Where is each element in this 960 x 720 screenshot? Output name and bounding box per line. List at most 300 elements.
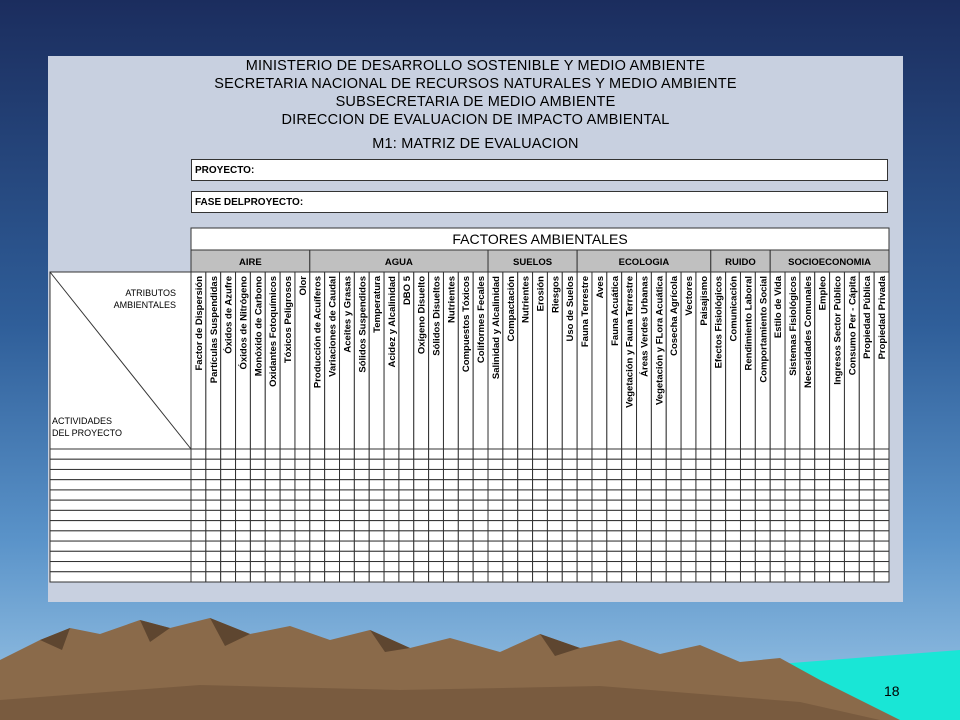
matrix-cell[interactable]	[830, 500, 845, 510]
matrix-cell[interactable]	[830, 490, 845, 500]
matrix-cell[interactable]	[711, 510, 726, 520]
matrix-cell[interactable]	[651, 510, 666, 520]
matrix-cell[interactable]	[503, 562, 518, 572]
matrix-cell[interactable]	[740, 459, 755, 469]
matrix-cell[interactable]	[666, 521, 681, 531]
matrix-cell[interactable]	[711, 449, 726, 459]
matrix-cell[interactable]	[250, 531, 265, 541]
matrix-cell[interactable]	[726, 449, 741, 459]
matrix-cell[interactable]	[443, 541, 458, 551]
matrix-cell[interactable]	[325, 531, 340, 541]
matrix-cell[interactable]	[250, 562, 265, 572]
matrix-cell[interactable]	[280, 490, 295, 500]
matrix-cell[interactable]	[191, 521, 206, 531]
matrix-cell[interactable]	[696, 449, 711, 459]
matrix-cell[interactable]	[250, 541, 265, 551]
matrix-cell[interactable]	[518, 562, 533, 572]
matrix-cell[interactable]	[518, 480, 533, 490]
matrix-cell[interactable]	[562, 521, 577, 531]
matrix-cell[interactable]	[369, 521, 384, 531]
matrix-cell[interactable]	[443, 551, 458, 561]
matrix-cell[interactable]	[577, 449, 592, 459]
matrix-cell[interactable]	[874, 469, 889, 479]
matrix-cell[interactable]	[844, 521, 859, 531]
matrix-cell[interactable]	[236, 469, 251, 479]
activity-row-cell[interactable]	[50, 521, 191, 531]
matrix-cell[interactable]	[815, 500, 830, 510]
matrix-cell[interactable]	[666, 562, 681, 572]
matrix-cell[interactable]	[503, 551, 518, 561]
matrix-cell[interactable]	[325, 500, 340, 510]
matrix-cell[interactable]	[369, 480, 384, 490]
matrix-cell[interactable]	[622, 562, 637, 572]
matrix-cell[interactable]	[533, 510, 548, 520]
matrix-cell[interactable]	[265, 500, 280, 510]
matrix-cell[interactable]	[414, 459, 429, 469]
matrix-cell[interactable]	[384, 551, 399, 561]
matrix-cell[interactable]	[844, 500, 859, 510]
matrix-cell[interactable]	[250, 459, 265, 469]
matrix-cell[interactable]	[755, 449, 770, 459]
matrix-cell[interactable]	[740, 551, 755, 561]
matrix-cell[interactable]	[295, 541, 310, 551]
matrix-cell[interactable]	[295, 531, 310, 541]
matrix-cell[interactable]	[443, 500, 458, 510]
matrix-cell[interactable]	[488, 521, 503, 531]
matrix-cell[interactable]	[221, 531, 236, 541]
matrix-cell[interactable]	[815, 531, 830, 541]
matrix-cell[interactable]	[740, 510, 755, 520]
matrix-cell[interactable]	[325, 490, 340, 500]
matrix-cell[interactable]	[429, 572, 444, 582]
matrix-cell[interactable]	[443, 531, 458, 541]
matrix-cell[interactable]	[607, 449, 622, 459]
matrix-cell[interactable]	[533, 480, 548, 490]
matrix-cell[interactable]	[800, 459, 815, 469]
matrix-cell[interactable]	[637, 480, 652, 490]
matrix-cell[interactable]	[622, 531, 637, 541]
matrix-cell[interactable]	[295, 459, 310, 469]
matrix-cell[interactable]	[681, 572, 696, 582]
matrix-cell[interactable]	[191, 562, 206, 572]
matrix-cell[interactable]	[443, 510, 458, 520]
matrix-cell[interactable]	[295, 469, 310, 479]
matrix-cell[interactable]	[607, 480, 622, 490]
matrix-cell[interactable]	[755, 480, 770, 490]
matrix-cell[interactable]	[859, 562, 874, 572]
matrix-cell[interactable]	[740, 562, 755, 572]
matrix-cell[interactable]	[562, 510, 577, 520]
matrix-cell[interactable]	[399, 459, 414, 469]
matrix-cell[interactable]	[726, 572, 741, 582]
matrix-cell[interactable]	[874, 521, 889, 531]
matrix-cell[interactable]	[310, 521, 325, 531]
activity-row-cell[interactable]	[50, 531, 191, 541]
matrix-cell[interactable]	[458, 459, 473, 469]
matrix-cell[interactable]	[325, 521, 340, 531]
matrix-cell[interactable]	[622, 459, 637, 469]
matrix-cell[interactable]	[622, 490, 637, 500]
matrix-cell[interactable]	[265, 449, 280, 459]
matrix-cell[interactable]	[592, 551, 607, 561]
matrix-cell[interactable]	[533, 521, 548, 531]
matrix-cell[interactable]	[755, 551, 770, 561]
matrix-cell[interactable]	[325, 480, 340, 490]
matrix-cell[interactable]	[340, 551, 355, 561]
matrix-cell[interactable]	[755, 531, 770, 541]
matrix-cell[interactable]	[325, 459, 340, 469]
matrix-cell[interactable]	[666, 449, 681, 459]
matrix-cell[interactable]	[384, 480, 399, 490]
matrix-cell[interactable]	[488, 500, 503, 510]
matrix-cell[interactable]	[414, 490, 429, 500]
matrix-cell[interactable]	[473, 572, 488, 582]
matrix-cell[interactable]	[681, 459, 696, 469]
matrix-cell[interactable]	[607, 551, 622, 561]
matrix-cell[interactable]	[369, 500, 384, 510]
matrix-cell[interactable]	[874, 480, 889, 490]
matrix-cell[interactable]	[651, 480, 666, 490]
matrix-cell[interactable]	[681, 510, 696, 520]
matrix-cell[interactable]	[310, 490, 325, 500]
activity-row-cell[interactable]	[50, 572, 191, 582]
matrix-cell[interactable]	[414, 531, 429, 541]
matrix-cell[interactable]	[221, 541, 236, 551]
matrix-cell[interactable]	[815, 459, 830, 469]
matrix-cell[interactable]	[874, 459, 889, 469]
matrix-cell[interactable]	[369, 531, 384, 541]
matrix-cell[interactable]	[830, 521, 845, 531]
matrix-cell[interactable]	[518, 572, 533, 582]
matrix-cell[interactable]	[473, 449, 488, 459]
matrix-cell[interactable]	[859, 541, 874, 551]
matrix-cell[interactable]	[443, 449, 458, 459]
matrix-cell[interactable]	[473, 531, 488, 541]
matrix-cell[interactable]	[325, 510, 340, 520]
matrix-cell[interactable]	[726, 521, 741, 531]
activity-row-cell[interactable]	[50, 490, 191, 500]
matrix-cell[interactable]	[221, 449, 236, 459]
matrix-cell[interactable]	[696, 480, 711, 490]
matrix-cell[interactable]	[755, 562, 770, 572]
matrix-cell[interactable]	[637, 572, 652, 582]
matrix-cell[interactable]	[429, 459, 444, 469]
matrix-cell[interactable]	[533, 469, 548, 479]
matrix-cell[interactable]	[815, 490, 830, 500]
matrix-cell[interactable]	[280, 572, 295, 582]
matrix-cell[interactable]	[488, 551, 503, 561]
matrix-cell[interactable]	[250, 572, 265, 582]
matrix-cell[interactable]	[221, 500, 236, 510]
matrix-cell[interactable]	[800, 541, 815, 551]
matrix-cell[interactable]	[310, 500, 325, 510]
matrix-cell[interactable]	[250, 551, 265, 561]
matrix-cell[interactable]	[844, 541, 859, 551]
matrix-cell[interactable]	[533, 459, 548, 469]
matrix-cell[interactable]	[755, 469, 770, 479]
matrix-cell[interactable]	[473, 480, 488, 490]
matrix-cell[interactable]	[666, 500, 681, 510]
matrix-cell[interactable]	[666, 469, 681, 479]
matrix-cell[interactable]	[473, 490, 488, 500]
matrix-cell[interactable]	[562, 490, 577, 500]
matrix-cell[interactable]	[815, 469, 830, 479]
matrix-cell[interactable]	[369, 510, 384, 520]
matrix-cell[interactable]	[726, 510, 741, 520]
matrix-cell[interactable]	[221, 459, 236, 469]
matrix-cell[interactable]	[696, 572, 711, 582]
matrix-cell[interactable]	[696, 562, 711, 572]
matrix-cell[interactable]	[250, 510, 265, 520]
matrix-cell[interactable]	[547, 572, 562, 582]
matrix-cell[interactable]	[354, 490, 369, 500]
matrix-cell[interactable]	[740, 531, 755, 541]
matrix-cell[interactable]	[577, 480, 592, 490]
matrix-cell[interactable]	[310, 531, 325, 541]
matrix-cell[interactable]	[414, 449, 429, 459]
matrix-cell[interactable]	[637, 531, 652, 541]
matrix-cell[interactable]	[399, 480, 414, 490]
matrix-cell[interactable]	[830, 531, 845, 541]
matrix-cell[interactable]	[221, 572, 236, 582]
matrix-cell[interactable]	[340, 500, 355, 510]
matrix-cell[interactable]	[637, 562, 652, 572]
matrix-cell[interactable]	[755, 459, 770, 469]
matrix-cell[interactable]	[221, 562, 236, 572]
matrix-cell[interactable]	[740, 521, 755, 531]
matrix-cell[interactable]	[562, 551, 577, 561]
matrix-cell[interactable]	[354, 531, 369, 541]
matrix-cell[interactable]	[651, 459, 666, 469]
matrix-cell[interactable]	[785, 500, 800, 510]
matrix-cell[interactable]	[830, 541, 845, 551]
matrix-cell[interactable]	[785, 480, 800, 490]
matrix-cell[interactable]	[740, 572, 755, 582]
matrix-cell[interactable]	[547, 480, 562, 490]
matrix-cell[interactable]	[770, 562, 785, 572]
matrix-cell[interactable]	[785, 521, 800, 531]
matrix-cell[interactable]	[473, 562, 488, 572]
matrix-cell[interactable]	[666, 480, 681, 490]
matrix-cell[interactable]	[592, 449, 607, 459]
matrix-cell[interactable]	[191, 469, 206, 479]
matrix-cell[interactable]	[265, 480, 280, 490]
matrix-cell[interactable]	[844, 562, 859, 572]
matrix-cell[interactable]	[607, 510, 622, 520]
matrix-cell[interactable]	[265, 541, 280, 551]
matrix-cell[interactable]	[191, 480, 206, 490]
matrix-cell[interactable]	[859, 551, 874, 561]
matrix-cell[interactable]	[533, 541, 548, 551]
matrix-cell[interactable]	[503, 541, 518, 551]
matrix-cell[interactable]	[562, 449, 577, 459]
matrix-cell[interactable]	[681, 490, 696, 500]
matrix-cell[interactable]	[458, 490, 473, 500]
matrix-cell[interactable]	[651, 449, 666, 459]
matrix-cell[interactable]	[622, 449, 637, 459]
matrix-cell[interactable]	[533, 551, 548, 561]
matrix-cell[interactable]	[206, 510, 221, 520]
matrix-cell[interactable]	[503, 469, 518, 479]
matrix-cell[interactable]	[577, 510, 592, 520]
matrix-cell[interactable]	[191, 459, 206, 469]
matrix-cell[interactable]	[458, 480, 473, 490]
matrix-cell[interactable]	[607, 572, 622, 582]
matrix-cell[interactable]	[518, 551, 533, 561]
matrix-cell[interactable]	[250, 500, 265, 510]
matrix-cell[interactable]	[726, 551, 741, 561]
matrix-cell[interactable]	[711, 531, 726, 541]
matrix-cell[interactable]	[666, 531, 681, 541]
matrix-cell[interactable]	[265, 521, 280, 531]
matrix-cell[interactable]	[622, 541, 637, 551]
matrix-cell[interactable]	[206, 459, 221, 469]
matrix-cell[interactable]	[250, 469, 265, 479]
matrix-cell[interactable]	[429, 521, 444, 531]
matrix-cell[interactable]	[369, 572, 384, 582]
matrix-cell[interactable]	[458, 551, 473, 561]
matrix-cell[interactable]	[443, 469, 458, 479]
matrix-cell[interactable]	[295, 572, 310, 582]
matrix-cell[interactable]	[518, 469, 533, 479]
matrix-cell[interactable]	[488, 449, 503, 459]
matrix-cell[interactable]	[785, 531, 800, 541]
matrix-cell[interactable]	[354, 500, 369, 510]
matrix-cell[interactable]	[859, 490, 874, 500]
matrix-cell[interactable]	[726, 562, 741, 572]
matrix-cell[interactable]	[740, 541, 755, 551]
matrix-cell[interactable]	[399, 541, 414, 551]
matrix-cell[interactable]	[369, 490, 384, 500]
matrix-cell[interactable]	[191, 531, 206, 541]
matrix-cell[interactable]	[384, 572, 399, 582]
matrix-cell[interactable]	[384, 541, 399, 551]
activity-row-cell[interactable]	[50, 469, 191, 479]
matrix-cell[interactable]	[666, 490, 681, 500]
matrix-cell[interactable]	[503, 531, 518, 541]
matrix-cell[interactable]	[443, 459, 458, 469]
matrix-cell[interactable]	[206, 541, 221, 551]
matrix-cell[interactable]	[815, 480, 830, 490]
matrix-cell[interactable]	[503, 449, 518, 459]
matrix-cell[interactable]	[340, 562, 355, 572]
matrix-cell[interactable]	[533, 562, 548, 572]
matrix-cell[interactable]	[236, 480, 251, 490]
activity-row-cell[interactable]	[50, 551, 191, 561]
matrix-cell[interactable]	[830, 572, 845, 582]
matrix-cell[interactable]	[221, 551, 236, 561]
matrix-cell[interactable]	[191, 490, 206, 500]
matrix-cell[interactable]	[518, 510, 533, 520]
matrix-cell[interactable]	[236, 490, 251, 500]
matrix-cell[interactable]	[399, 490, 414, 500]
matrix-cell[interactable]	[488, 459, 503, 469]
matrix-cell[interactable]	[295, 510, 310, 520]
matrix-cell[interactable]	[562, 541, 577, 551]
matrix-cell[interactable]	[414, 541, 429, 551]
matrix-cell[interactable]	[310, 510, 325, 520]
matrix-cell[interactable]	[191, 572, 206, 582]
matrix-cell[interactable]	[429, 562, 444, 572]
matrix-cell[interactable]	[681, 562, 696, 572]
matrix-cell[interactable]	[800, 510, 815, 520]
matrix-cell[interactable]	[800, 531, 815, 541]
matrix-cell[interactable]	[325, 449, 340, 459]
matrix-cell[interactable]	[473, 510, 488, 520]
matrix-cell[interactable]	[770, 459, 785, 469]
matrix-cell[interactable]	[740, 469, 755, 479]
matrix-cell[interactable]	[488, 480, 503, 490]
matrix-cell[interactable]	[236, 541, 251, 551]
matrix-cell[interactable]	[666, 572, 681, 582]
matrix-cell[interactable]	[533, 449, 548, 459]
matrix-cell[interactable]	[637, 510, 652, 520]
matrix-cell[interactable]	[310, 572, 325, 582]
matrix-cell[interactable]	[562, 459, 577, 469]
matrix-cell[interactable]	[458, 562, 473, 572]
matrix-cell[interactable]	[622, 500, 637, 510]
matrix-cell[interactable]	[458, 510, 473, 520]
matrix-cell[interactable]	[354, 469, 369, 479]
matrix-cell[interactable]	[547, 490, 562, 500]
matrix-cell[interactable]	[280, 469, 295, 479]
matrix-cell[interactable]	[473, 521, 488, 531]
matrix-cell[interactable]	[651, 521, 666, 531]
matrix-cell[interactable]	[458, 541, 473, 551]
matrix-cell[interactable]	[325, 562, 340, 572]
matrix-cell[interactable]	[800, 480, 815, 490]
matrix-cell[interactable]	[206, 490, 221, 500]
matrix-cell[interactable]	[830, 469, 845, 479]
matrix-cell[interactable]	[458, 531, 473, 541]
matrix-cell[interactable]	[488, 531, 503, 541]
matrix-cell[interactable]	[458, 572, 473, 582]
matrix-cell[interactable]	[414, 521, 429, 531]
matrix-cell[interactable]	[280, 459, 295, 469]
matrix-cell[interactable]	[533, 572, 548, 582]
matrix-cell[interactable]	[607, 459, 622, 469]
matrix-cell[interactable]	[592, 459, 607, 469]
matrix-cell[interactable]	[592, 500, 607, 510]
matrix-cell[interactable]	[473, 469, 488, 479]
matrix-cell[interactable]	[637, 469, 652, 479]
matrix-cell[interactable]	[265, 551, 280, 561]
matrix-cell[interactable]	[503, 521, 518, 531]
matrix-cell[interactable]	[429, 541, 444, 551]
matrix-cell[interactable]	[280, 449, 295, 459]
matrix-cell[interactable]	[562, 469, 577, 479]
matrix-cell[interactable]	[607, 531, 622, 541]
matrix-cell[interactable]	[488, 541, 503, 551]
matrix-cell[interactable]	[221, 480, 236, 490]
matrix-cell[interactable]	[815, 551, 830, 561]
matrix-cell[interactable]	[340, 459, 355, 469]
matrix-cell[interactable]	[562, 572, 577, 582]
matrix-cell[interactable]	[547, 521, 562, 531]
matrix-cell[interactable]	[429, 551, 444, 561]
matrix-cell[interactable]	[859, 531, 874, 541]
matrix-cell[interactable]	[592, 572, 607, 582]
matrix-cell[interactable]	[800, 572, 815, 582]
matrix-cell[interactable]	[236, 562, 251, 572]
matrix-cell[interactable]	[859, 521, 874, 531]
matrix-cell[interactable]	[770, 469, 785, 479]
matrix-cell[interactable]	[340, 469, 355, 479]
matrix-cell[interactable]	[310, 480, 325, 490]
matrix-cell[interactable]	[622, 469, 637, 479]
matrix-cell[interactable]	[399, 500, 414, 510]
matrix-cell[interactable]	[340, 490, 355, 500]
